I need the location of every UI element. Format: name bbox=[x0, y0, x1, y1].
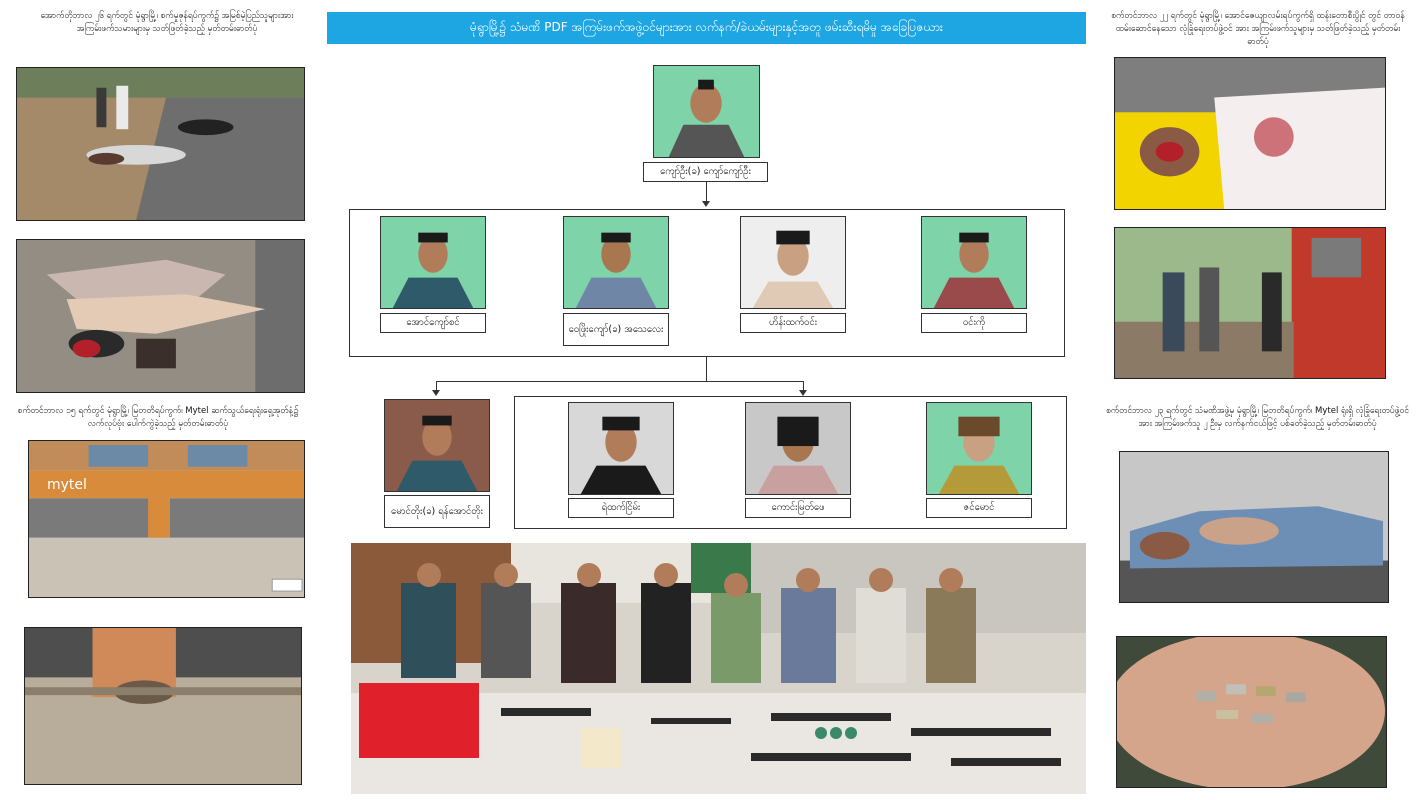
tier2-name-3: ဟိန်းထက်ဝင်း bbox=[740, 313, 846, 333]
tier3-single-name: မောင်တိုး(ခ) ရန်အောင်တိုး bbox=[384, 495, 490, 528]
arrow-down-icon bbox=[702, 201, 710, 207]
bomb-damage-photo bbox=[24, 627, 302, 785]
tier3-portrait-3 bbox=[926, 402, 1032, 495]
tier2-portrait-3 bbox=[740, 216, 846, 309]
tier2-name-2: ဝေဖြိုးကျော်(ခ) အသေလေး bbox=[563, 313, 669, 346]
group-arrest-photo bbox=[351, 543, 1086, 794]
bullet-casings-photo bbox=[1116, 636, 1387, 788]
arrow-down-icon bbox=[432, 390, 440, 396]
tier2-name-1: အောင်ကျော်စင် bbox=[380, 313, 486, 333]
tier3-name-3: ဇင်မောင် bbox=[926, 498, 1032, 518]
title-banner bbox=[327, 12, 1086, 44]
leader-name: ကျော်ဦး(ခ) ကျော်ကျော်ဦး bbox=[643, 162, 768, 182]
left-caption-2: စက်တင်ဘာလ ၁၅ ရက်တွင် မုံရွာမြို့၊ မြတတိရပ်ကွက်၊ Mytel ဆက်သွယ်ရေးရုံးရှေ့အုတ်နံ့၌ လက်လုပ်ဗုံး ပေါက်ကွဲခဲ့သည့် မှတ်တမ်းဓာတ်ပုံ bbox=[17, 406, 299, 429]
banner-title: မုံရွာမြို့၌ သံမဏိ PDF အကြမ်းဖက်အဖွဲ့ဝင်များအား လက်နက်/ခဲယမ်းများနှင့်အတူ ဖမ်းဆီးရမိမှု အခြေပြဇယား bbox=[470, 20, 943, 34]
tier2-portrait-4 bbox=[921, 216, 1027, 309]
right-caption-1: စက်တင်ဘာလ ၂၂ ရက်တွင် မုံရွာမြို့၊ အောင်ဇေယျာလမ်းရပ်ကွက်ရှိ ထန်းတောစီးပွိုင် တွင် တာဝန်ထမ်းဆောင်နေသော လုံခြုံရေးတပ်ဖွဲ့ဝင် အား အကြမ်းဖက်သူများမှ သတ်ဖြတ်ခဲ့သည့် မှတ်တမ်းဓာတ်ပုံ bbox=[1111, 11, 1405, 47]
tier2-portrait-2 bbox=[563, 216, 669, 309]
road-scene-photo bbox=[16, 67, 305, 221]
leader-portrait bbox=[653, 65, 760, 158]
tier3-name-2: ကောင်းမြတ်ဖေ bbox=[745, 498, 851, 518]
tier3-portrait-1 bbox=[568, 402, 674, 495]
crime-scene-photo bbox=[1114, 227, 1386, 379]
mytel-sign: mytel bbox=[47, 477, 87, 493]
mytel-building-photo bbox=[28, 440, 305, 598]
tier2-portrait-1 bbox=[380, 216, 486, 309]
injured-guard-photo bbox=[1114, 57, 1386, 210]
connector-horizontal bbox=[436, 381, 804, 382]
tier2-name-4: ဝင်းကို bbox=[921, 313, 1027, 333]
tier3-single-portrait bbox=[384, 399, 490, 492]
left-caption-1: အောက်တိုဘာလ ၂၆ ရက်တွင် မုံရွာမြို့၊ စက်မှုဇုန်ရပ်ကွက်၌ အမြစ်မဲ့ပြည်သူများအား အကြမ်းဖက်သမားများမှ သတ်ဖြတ်ခဲ့သည့် မှတ်တမ်းဓာတ်ပုံ bbox=[40, 11, 294, 34]
tier3-portrait-2 bbox=[745, 402, 851, 495]
connector-tier2 bbox=[706, 357, 707, 381]
right-caption-2: စက်တင်ဘာလ ၂၃ ရက်တွင် သံမဏိအဖွဲ့မှ မုံရွာမြို့၊ မြတတိရပ်ကွက်၊ Mytel ရုံးရှိ လုံခြုံရေးတပ်ဖွဲ့ဝင်အား အကြမ်းဖက်သူ ၂ ဦးမှ လက်နက်ငယ်ဖြင့် ပစ်ခတ်ခဲ့သည့် မှတ်တမ်းဓာတ်ပုံ bbox=[1106, 406, 1409, 429]
tier3-name-1: ရဲထက်ငြိမ်း bbox=[568, 498, 674, 518]
connector-leader bbox=[706, 182, 707, 202]
victim-photo bbox=[16, 239, 305, 393]
ambulance-victim-photo bbox=[1119, 451, 1389, 603]
